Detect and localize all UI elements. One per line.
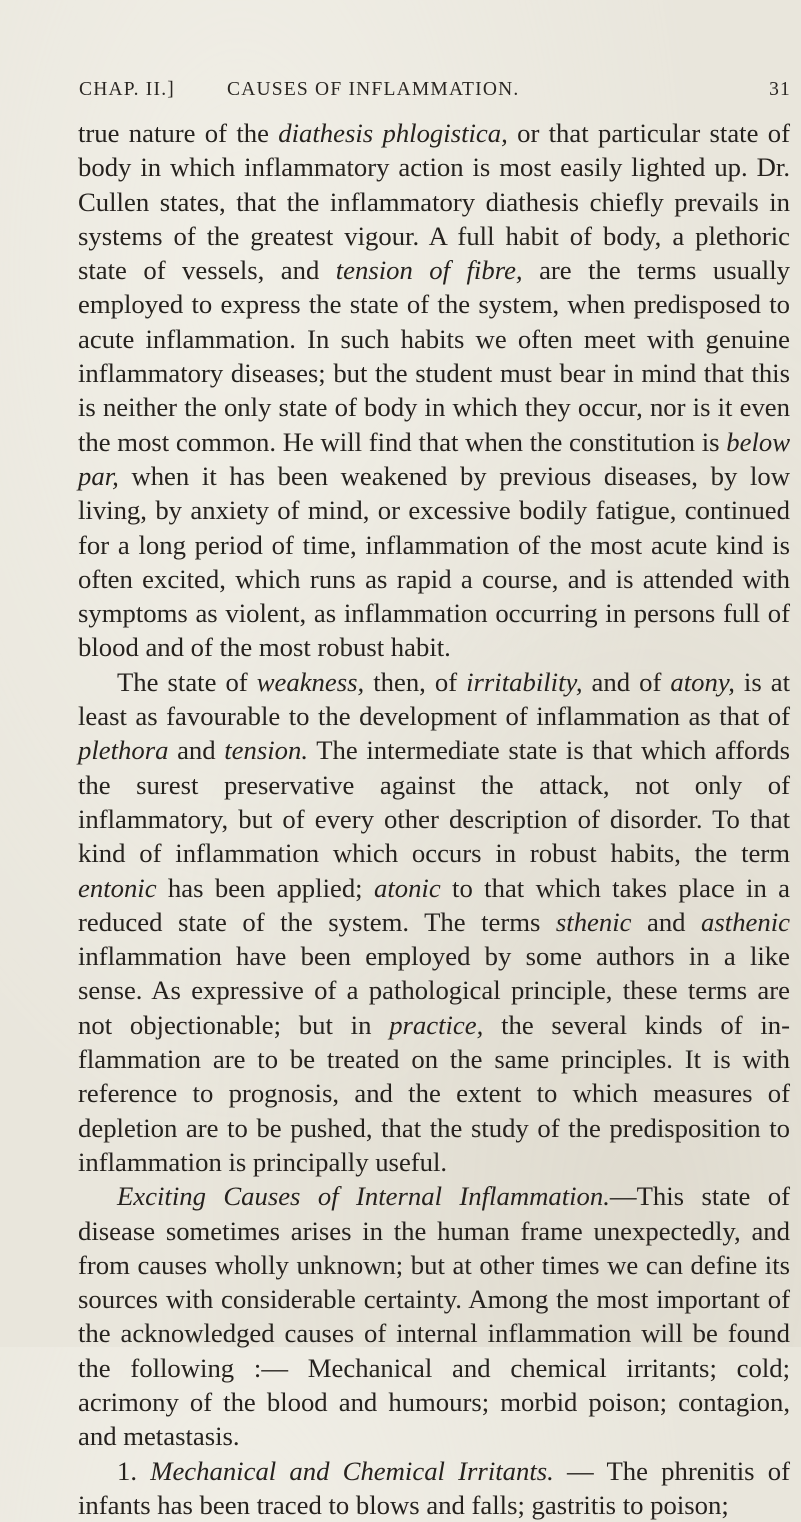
italic-text: plethora <box>78 735 169 766</box>
body-text <box>78 116 790 1522</box>
text-run: and <box>168 735 225 766</box>
italic-text: sthenic <box>555 906 632 937</box>
text-run: 1. <box>117 1455 151 1486</box>
text-run: when it has been weakened by previous diseases, by low living, by anxiety of mind, or excessive bodily fatigue, continued for a long period of time, inflammation of the most acute kind is often excited, which runs as rapid a course, and is attended with symptoms as violent, as inflammation occurring in persons full of blood and of the most robust habit. <box>78 460 790 663</box>
text-run: has been applied; <box>156 872 374 903</box>
text-run: true nature of the <box>78 118 279 148</box>
page-number: 31 <box>769 79 791 100</box>
italic-text: asthenic <box>701 906 790 937</box>
text-run: the several kinds of inflammation are to be treated on the same principles. It is with reference to prognosis, and the extent to which measures of depletion are to be pushed, that the study of the predisposition to inflammation is principally useful. <box>78 1009 790 1177</box>
running-header <box>79 79 791 109</box>
italic-text: Mechanical and Chemical Irritants. <box>150 1455 554 1486</box>
text-run: then, of <box>364 666 467 697</box>
text-run: to that which takes place in a reduced state of the system. The terms <box>78 872 791 937</box>
italic-text: Exciting Causes of Internal Inflammation. <box>117 1181 610 1212</box>
chapter-label: CHAP. II.] <box>79 79 175 100</box>
text-run: —This state of disease sometimes arises in the human frame unexpectedly, and from causes wholly unknown; but at other times we can define its sources with considerable certainty. Among the most important of the acknowledged causes of internal inflammation will be found the following :— Mechanical and chemical irritants; cold; acrimony of the blood and humours; morbid poison; contagion, and metastasis. <box>78 1181 790 1452</box>
italic-text: irritability, <box>466 666 583 697</box>
paragraph <box>78 1454 790 1522</box>
text-run: or that particular state of body in which inflammatory action is most easily lighted up. Dr. Cullen states, that the inflammatory diathesis chiefly prevails in systems of the greatest vigour. A full habit of body, a plethoric state of vessels, and <box>78 118 790 286</box>
italic-text: atonic <box>373 872 441 903</box>
italic-text: atony, <box>670 666 735 697</box>
text-run: is at least as favourable to the development of inflammation as that of <box>78 666 791 732</box>
paragraph <box>78 665 790 1179</box>
italic-text: diathesis phlogistica, <box>278 118 508 148</box>
italic-text: tension of fibre, <box>335 255 523 286</box>
italic-text: tension. <box>224 735 309 766</box>
paragraph <box>78 1179 790 1453</box>
text-run: — The phrenitis of infants has been traced to blows and falls; gastritis to poison; <box>78 1455 790 1520</box>
text-run: inflammation have been employed by some authors in a like sense. As expressive of a pathological principle, these terms are not objectionable; but in <box>78 941 790 1040</box>
text-run: The intermediate state is that which affords the surest preservative against the attack, not only of inflammatory, but of every other description of disorder. To that kind of inflammation which occurs in robust habits, the term <box>78 735 790 869</box>
italic-text: below par, <box>78 426 790 491</box>
italic-text: practice, <box>389 1009 484 1040</box>
paragraph <box>78 116 790 665</box>
italic-text: entonic <box>78 872 157 903</box>
running-title: CAUSES OF INFLAMMATION. <box>227 79 520 100</box>
text-run: The state of <box>117 666 257 697</box>
text-run: and <box>631 906 702 937</box>
italic-text: weakness, <box>256 666 365 697</box>
text-run: are the terms usually employed to express the state of the system, when predisposed to acute inflammation. In such habits we often meet with genuine inflammatory diseases; but the student must bear in mind that this is neither the only state of body in which they occur, nor is it even the most common. He will find that when the constitution is <box>78 255 790 457</box>
text-run: and of <box>582 666 671 697</box>
